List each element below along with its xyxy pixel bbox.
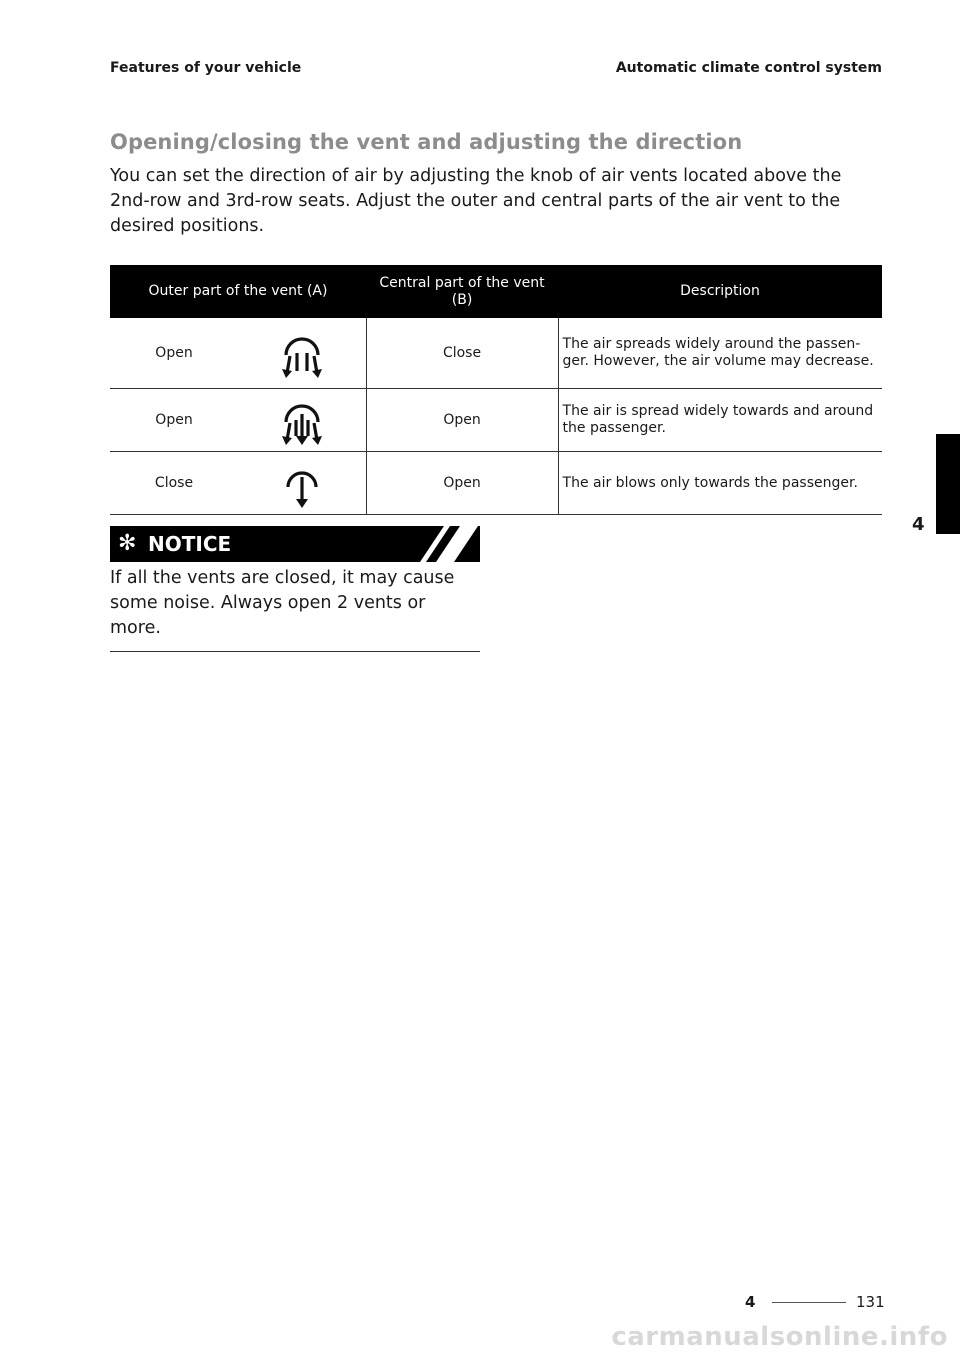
notice-title: NOTICE [148,532,232,556]
header-description: Description [558,265,882,318]
notice-header [110,526,480,562]
vent-description: The air spreads widely around the passen-ger. However, the air volume may decrease. [558,318,882,389]
chapter-side-number: 4 [912,514,925,535]
footer-chapter-number: 4 [745,1293,756,1311]
outer-vent-state: Open [110,389,238,452]
footer-divider [772,1302,846,1303]
central-vent-state: Open [366,452,558,515]
vent-settings-table [110,265,882,515]
notice-divider [110,651,480,652]
outer-vent-state: Open [110,318,238,389]
table-header-row [110,265,882,318]
chapter-side-tab [936,434,960,534]
hazard-stripes-icon [420,526,480,562]
running-header-chapter: Features of your vehicle [110,60,302,76]
vent-description: The air is spread widely towards and around the passenger. [558,389,882,452]
vent-spread-center-icon [238,389,366,452]
section-title: Opening/closing the vent and adjusting the direction [110,130,743,154]
table-row [110,389,882,452]
vent-spread-icon [238,318,366,389]
central-vent-state: Open [366,389,558,452]
asterisk-icon: ✻ [118,531,137,556]
notice-text: If all the vents are closed, it may cause some noise. Always open 2 vents or more. [110,568,455,638]
page-number: 131 [856,1293,885,1311]
vent-description: The air blows only towards the passenger. [558,452,882,515]
table-row [110,318,882,389]
vent-center-icon [238,452,366,515]
central-vent-state: Close [366,318,558,389]
header-outer-vent: Outer part of the vent (A) [110,265,366,318]
running-header-section: Automatic climate control system [615,60,882,76]
table-row [110,452,882,515]
intro-paragraph: You can set the direction of air by adjusting the knob of air vents located above the 2nd-row and 3rd-row seats. Adjust the outer and central parts of the air vent to the desired positions. [110,166,842,236]
outer-vent-state: Close [110,452,238,515]
watermark: carmanualsonline.info [611,1322,948,1352]
header-central-vent: Central part of the vent (B) [366,265,558,318]
